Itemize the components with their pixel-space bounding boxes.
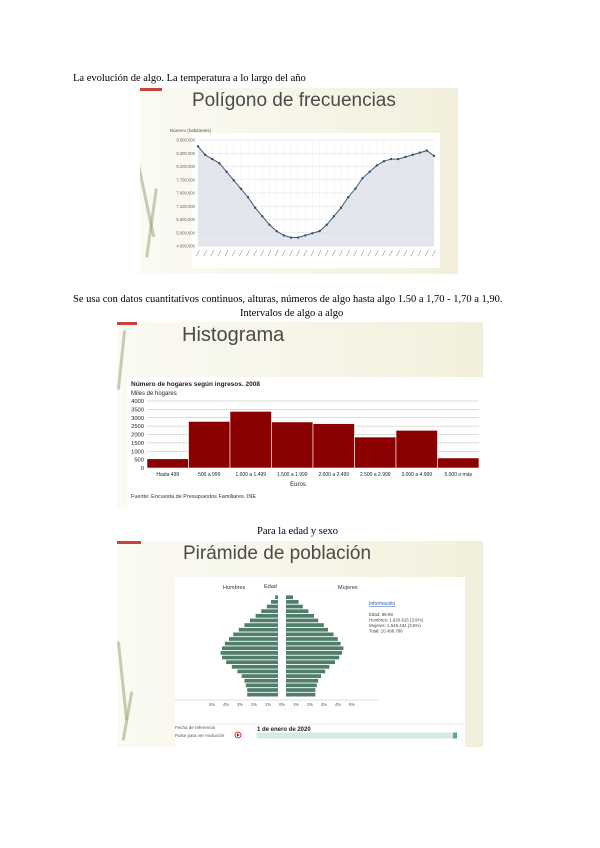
y-tick-label: 4000 bbox=[131, 399, 144, 405]
pyramid-bar-men bbox=[222, 656, 278, 660]
data-point bbox=[383, 160, 385, 162]
data-point bbox=[376, 164, 378, 166]
data-point bbox=[340, 207, 342, 209]
info-line: Mujeres: 1.646.434 (3,5%) bbox=[369, 623, 421, 628]
data-point bbox=[261, 215, 263, 217]
x-tick-label: 1.500 a 1.999 bbox=[276, 472, 308, 478]
pyramid-bar-men bbox=[242, 674, 278, 678]
pyramid-bar-women bbox=[286, 642, 341, 646]
data-point bbox=[318, 230, 320, 232]
piramide-chart bbox=[117, 541, 483, 747]
info-line: Hombres: 1.820.615 (3,9%) bbox=[369, 617, 423, 623]
pyramid-bar-women bbox=[286, 614, 314, 618]
pyramid-bar-men bbox=[246, 683, 278, 687]
x-tick-label: 3% bbox=[236, 702, 244, 707]
fecha-label: Fecha de referencia bbox=[175, 725, 216, 730]
histogram-bar bbox=[147, 459, 189, 468]
y-tick-label: 1500 bbox=[131, 440, 144, 447]
pyramid-bar-women bbox=[286, 656, 339, 660]
data-point bbox=[275, 230, 277, 232]
pyramid-bar-women bbox=[286, 660, 335, 664]
y-tick-label: 1000 bbox=[131, 449, 144, 456]
x-tick-label: 0% bbox=[278, 702, 286, 707]
caption-temperatura: La evolución de algo. La temperatura a lo largo del año bbox=[73, 73, 306, 84]
pyramid-bar-men bbox=[225, 642, 278, 646]
pyramid-bar-men bbox=[267, 605, 278, 609]
histogram-bar bbox=[272, 422, 314, 468]
data-point bbox=[433, 155, 435, 157]
timeline-handle[interactable] bbox=[453, 733, 457, 739]
pyramid-bar-men bbox=[226, 660, 278, 664]
y-tick-label: 0 bbox=[140, 466, 144, 472]
x-tick-label: 2% bbox=[250, 702, 258, 707]
data-point bbox=[361, 177, 363, 179]
age-label-box bbox=[279, 642, 286, 645]
y-tick-label: 2500 bbox=[131, 424, 144, 431]
pyramid-bar-men bbox=[275, 595, 278, 599]
x-tick-label: 5% bbox=[348, 702, 356, 707]
data-point bbox=[197, 145, 199, 147]
data-point bbox=[426, 149, 428, 151]
y-tick-label: 7.600.000 bbox=[176, 190, 195, 196]
data-point bbox=[311, 232, 313, 234]
fecha-value: 1 de enero de 2020 bbox=[257, 727, 311, 733]
y-tick-label: 500 bbox=[134, 457, 144, 464]
pyramid-bar-women bbox=[286, 688, 315, 692]
chart-subtitle: Miles de hogares bbox=[131, 391, 177, 397]
y-tick-label: 3500 bbox=[131, 407, 144, 414]
data-point bbox=[354, 188, 356, 190]
data-point bbox=[326, 224, 328, 226]
y-tick-label: 5.500.000 bbox=[176, 217, 195, 222]
data-point bbox=[390, 158, 392, 160]
pyramid-bar-women bbox=[286, 619, 318, 623]
data-point bbox=[218, 162, 220, 164]
age-label-box bbox=[279, 600, 286, 603]
pyramid-bar-men bbox=[244, 623, 278, 627]
chart-title: Número de hogares según ingresos. 2008 bbox=[131, 381, 260, 388]
pyramid-bar-men bbox=[239, 628, 278, 632]
y-tick-label: 8.200.000 bbox=[176, 164, 195, 169]
age-label-box bbox=[279, 684, 286, 687]
play-label: Pulse para ver evolución bbox=[175, 733, 225, 738]
x-tick-label: 3% bbox=[320, 702, 328, 707]
age-label-box bbox=[279, 628, 286, 631]
pyramid-bar-women bbox=[286, 595, 293, 599]
pyramid-bar-women bbox=[286, 628, 328, 632]
pyramid-bar-women bbox=[286, 605, 303, 609]
y-tick-label: 7.700.000 bbox=[176, 177, 195, 183]
data-point bbox=[397, 158, 399, 160]
label-edad: Edad bbox=[264, 584, 277, 590]
histograma-chart bbox=[117, 322, 483, 508]
y-axis-label: Número (habitantes) bbox=[170, 128, 212, 133]
x-tick-label: 4% bbox=[334, 702, 342, 707]
data-point bbox=[333, 215, 335, 217]
data-point bbox=[204, 154, 206, 156]
pyramid-bar-men bbox=[244, 679, 278, 683]
label-hombres: Hombres bbox=[223, 585, 246, 591]
y-tick-label: 9.300.000 bbox=[176, 150, 195, 156]
slide-title: Polígono de frecuencias bbox=[192, 90, 396, 111]
age-label-box bbox=[279, 656, 286, 659]
y-tick-label: 7.100.000 bbox=[176, 203, 195, 209]
pyramid-bar-men bbox=[222, 646, 278, 650]
pyramid-bar-women bbox=[286, 679, 318, 683]
label-mujeres: Mujeres bbox=[338, 585, 358, 591]
data-point bbox=[411, 154, 413, 156]
histogram-bar bbox=[355, 437, 397, 468]
timeline-slider[interactable] bbox=[257, 733, 457, 738]
caption-datos-continuos: Se usa con datos cuantitativos continuos, alturas, números de algo hasta algo 1.50 a 1,70 - 1,70 a 1,90. bbox=[73, 294, 503, 305]
y-tick-label: 4.600.000 bbox=[176, 243, 195, 249]
pyramid-bar-men bbox=[247, 688, 278, 692]
slide-poligono bbox=[140, 88, 458, 274]
data-point bbox=[240, 188, 242, 190]
data-point bbox=[254, 207, 256, 209]
slide-title: Histograma bbox=[182, 324, 285, 346]
x-tick-label: 3.000 a 4.999 bbox=[401, 472, 433, 478]
pyramid-bar-men bbox=[221, 651, 278, 655]
pyramid-bar-women bbox=[286, 683, 317, 687]
x-tick-label: 2.500 a 2.999 bbox=[359, 472, 391, 478]
x-tick-label: 2% bbox=[306, 702, 314, 707]
pyramid-bar-men bbox=[250, 619, 278, 623]
pyramid-bar-women bbox=[286, 600, 299, 604]
pyramid-bar-men bbox=[233, 632, 278, 636]
pyramid-bar-men bbox=[261, 609, 278, 613]
pyramid-bar-men bbox=[256, 614, 278, 618]
info-line: Edad: 85-89 bbox=[369, 612, 393, 617]
pyramid-bar-women bbox=[286, 693, 315, 697]
x-tick-label: 2.000 a 2.499 bbox=[318, 472, 350, 478]
data-point bbox=[290, 236, 292, 238]
y-tick-label: 3000 bbox=[131, 415, 144, 422]
histogram-bar bbox=[230, 411, 272, 468]
data-point bbox=[304, 234, 306, 236]
data-point bbox=[268, 224, 270, 226]
y-tick-label: 9.600.000 bbox=[176, 137, 195, 143]
x-tick-label: 5.000 o más bbox=[444, 472, 473, 478]
data-point bbox=[225, 171, 227, 173]
pyramid-bar-women bbox=[286, 665, 329, 669]
pyramid-bar-women bbox=[286, 651, 342, 655]
data-point bbox=[283, 234, 285, 236]
slide-histograma bbox=[117, 322, 483, 508]
pyramid-bar-men bbox=[229, 637, 278, 641]
x-tick-label: Hasta 499 bbox=[156, 472, 180, 478]
histogram-bar bbox=[313, 424, 355, 468]
chart-source: Fuente: Encuesta de Presupuestos Familiares. INE bbox=[131, 494, 257, 500]
data-point bbox=[233, 179, 235, 181]
pyramid-bar-women bbox=[286, 632, 334, 636]
pyramid-bar-men bbox=[247, 693, 278, 697]
x-axis-label: Euros bbox=[290, 482, 306, 488]
pyramid-bar-women bbox=[286, 609, 308, 613]
data-point bbox=[404, 156, 406, 158]
caption-intervalos: Intervalos de algo a algo bbox=[240, 308, 344, 319]
poligono-chart bbox=[140, 88, 458, 274]
x-tick-label: 1.000 a 1.499 bbox=[235, 472, 267, 478]
x-tick-label: 5% bbox=[208, 702, 216, 707]
slide-piramide bbox=[117, 541, 483, 747]
pyramid-bar-men bbox=[271, 600, 278, 604]
pyramid-bar-women bbox=[286, 637, 338, 641]
pyramid-bar-men bbox=[232, 665, 278, 669]
pyramid-bar-women bbox=[286, 623, 324, 627]
x-tick-label: 1% bbox=[292, 702, 300, 707]
data-point bbox=[347, 196, 349, 198]
pyramid-bar-women bbox=[286, 670, 325, 674]
pyramid-bar-men bbox=[237, 670, 278, 674]
slide-title: Pirámide de población bbox=[183, 543, 372, 564]
info-title[interactable]: Información bbox=[369, 601, 396, 607]
x-tick-label: 1% bbox=[264, 702, 272, 707]
age-label-box bbox=[279, 614, 286, 617]
pyramid-bar-women bbox=[286, 674, 321, 678]
info-line: Total: 10.496.786 bbox=[369, 628, 403, 634]
age-label-box bbox=[279, 670, 286, 673]
y-tick-label: 2000 bbox=[131, 432, 144, 439]
histogram-bar bbox=[189, 421, 231, 468]
data-point bbox=[297, 236, 299, 238]
x-tick-label: 4% bbox=[222, 702, 230, 707]
data-point bbox=[247, 196, 249, 198]
histogram-bar bbox=[396, 430, 438, 468]
histogram-bar bbox=[438, 458, 480, 468]
pyramid-bar-women bbox=[286, 646, 343, 650]
data-point bbox=[418, 152, 420, 154]
caption-edad-sexo: Para la edad y sexo bbox=[257, 526, 339, 537]
x-tick-label: 500 a 999 bbox=[198, 472, 221, 478]
data-point bbox=[368, 171, 370, 173]
data-point bbox=[211, 158, 213, 160]
y-tick-label: 5.000.000 bbox=[176, 230, 195, 236]
